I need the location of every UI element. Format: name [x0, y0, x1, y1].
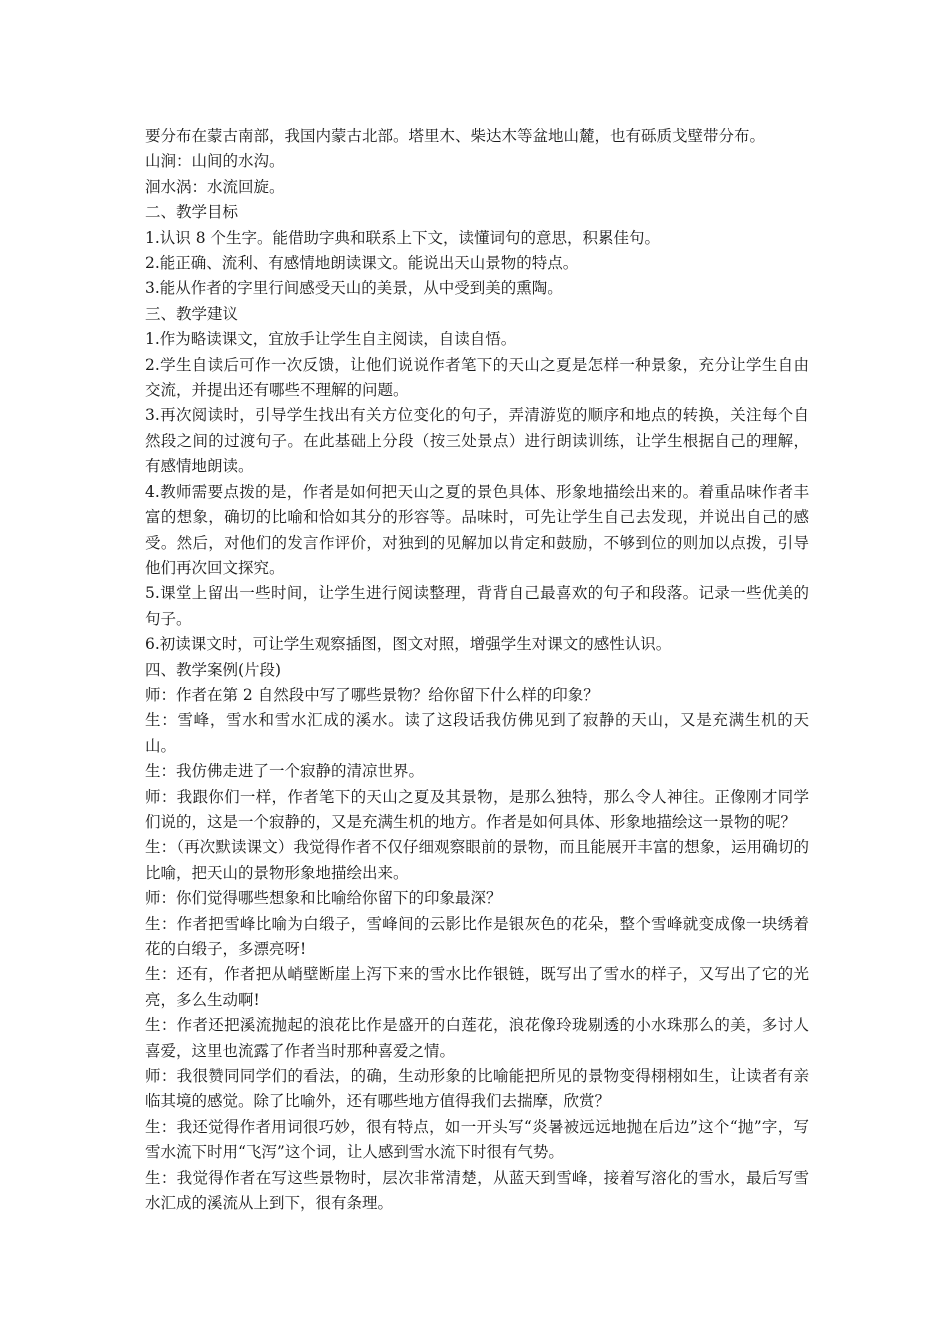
dialogue-line: 生：（再次默读课文）我觉得作者不仅仔细观察眼前的景物，而且能展开丰富的想象，运用确切的比喻，把天山的景物形象地描绘出来。: [145, 838, 809, 882]
dialogue-line: 生：作者把雪峰比喻为白缎子，雪峰间的云影比作是银灰色的花朵，整个雪峰就变成像一块绣着花的白缎子，多漂亮呀!: [145, 914, 809, 958]
dialogue-line: 生：还有，作者把从峭壁断崖上泻下来的雪水比作银链，既写出了雪水的样子，又写出了它的光亮，多么生动啊!: [145, 965, 809, 1009]
paragraph-definition-shanjian: 山涧：山间的水沟。: [145, 152, 285, 171]
dialogue-line: 生：我觉得作者在写这些景物时，层次非常清楚，从蓝天到雪峰，接着写溶化的雪水，最后写雪水汇成的溪流从上到下，很有条理。: [145, 1168, 809, 1213]
section-heading-suggestions: 三、教学建议: [145, 304, 239, 323]
paragraph-definition-huishuiwo: 洄水涡：水流回旋。: [145, 177, 285, 196]
paragraph-intro-continuation: 要分布在蒙古南部，我国内蒙古北部。塔里木、柴达木等盆地山麓，也有砾质戈壁带分布。: [145, 127, 766, 145]
paragraph-suggestion-6: 6.初读课文时，可让学生观察插图，图文对照，增强学生对课文的感性认识。: [145, 635, 672, 654]
paragraph-suggestion-4: 4.教师需要点拨的是，作者是如何把天山之夏的景色具体、形象地描绘出来的。着重品味作者丰富的想象，确切的比喻和恰如其分的形容等。品味时，可先让学生自己去发现，并说出自己的感受。然后，对他们的发言作评价，对独到的见解加以肯定和鼓励，不够到位的则加以点拨，引导他们再次回文探究。: [145, 482, 809, 577]
dialogue-line: 生：我还觉得作者用词很巧妙，很有特点，如一开头写“炎暑被远远地抛在后边”这个“抛”字，写雪水流下时用“飞泻”这个词，让人感到雪水流下时很有气势。: [145, 1117, 809, 1162]
paragraph-goal-2: 2.能正确、流利、有感情地朗读课文。能说出天山景物的特点。: [145, 254, 579, 273]
dialogue-line: 生：雪峰，雪水和雪水汇成的溪水。读了这段话我仿佛见到了寂静的天山，又是充满生机的天山。: [145, 711, 809, 755]
paragraph-suggestion-3: 3.再次阅读时，引导学生找出有关方位变化的句子，弄清游览的顺序和地点的转换，关注每个自然段之间的过渡句子。在此基础上分段（按三处景点）进行朗读训练，让学生根据自己的理解，有感情地朗读。: [145, 406, 809, 476]
paragraph-goal-1: 1.认识 8 个生字。能借助字典和联系上下文，读懂词句的意思，积累佳句。: [145, 228, 661, 247]
paragraph-suggestion-1: 1.作为略读课文，宜放手让学生自主阅读，自读自悟。: [145, 330, 517, 349]
section-heading-goals: 二、教学目标: [145, 203, 239, 222]
paragraph-goal-3: 3.能从作者的字里行间感受天山的美景，从中受到美的熏陶。: [145, 279, 563, 298]
dialogue-line: 生：作者还把溪流抛起的浪花比作是盛开的白莲花，浪花像玲珑剔透的小水珠那么的美，多讨人喜爱，这里也流露了作者当时那种喜爱之情。: [145, 1016, 809, 1060]
paragraph-suggestion-5: 5.课堂上留出一些时间，让学生进行阅读整理，背背自己最喜欢的句子和段落。记录一些优美的句子。: [145, 584, 809, 628]
dialogue-line: 师：作者在第 2 自然段中写了哪些景物？给你留下什么样的印象？: [145, 685, 599, 704]
dialogue-line: 师：我很赞同同学们的看法，的确，生动形象的比喻能把所见的景物变得栩栩如生，让读者有亲临其境的感觉。除了比喻外，还有哪些地方值得我们去揣摩，欣赏？: [145, 1067, 809, 1111]
paragraph-suggestion-2: 2.学生自读后可作一次反馈，让他们说说作者笔下的天山之夏是怎样一种景象，充分让学生自由交流，并提出还有哪些不理解的问题。: [145, 355, 809, 400]
dialogue-line: 生：我仿佛走进了一个寂静的清凉世界。: [145, 762, 425, 781]
section-heading-case: 四、教学案例(片段): [145, 660, 282, 679]
dialogue-line: 师：你们觉得哪些想象和比喻给你留下的印象最深？: [145, 889, 502, 908]
document-body: [145, 124, 809, 1216]
dialogue-line: 师：我跟你们一样，作者笔下的天山之夏及其景物，是那么独特，那么令人神往。正像刚才同学们说的，这是一个寂静的，又是充满生机的地方。作者是如何具体、形象地描绘这一景物的呢？: [145, 787, 809, 831]
